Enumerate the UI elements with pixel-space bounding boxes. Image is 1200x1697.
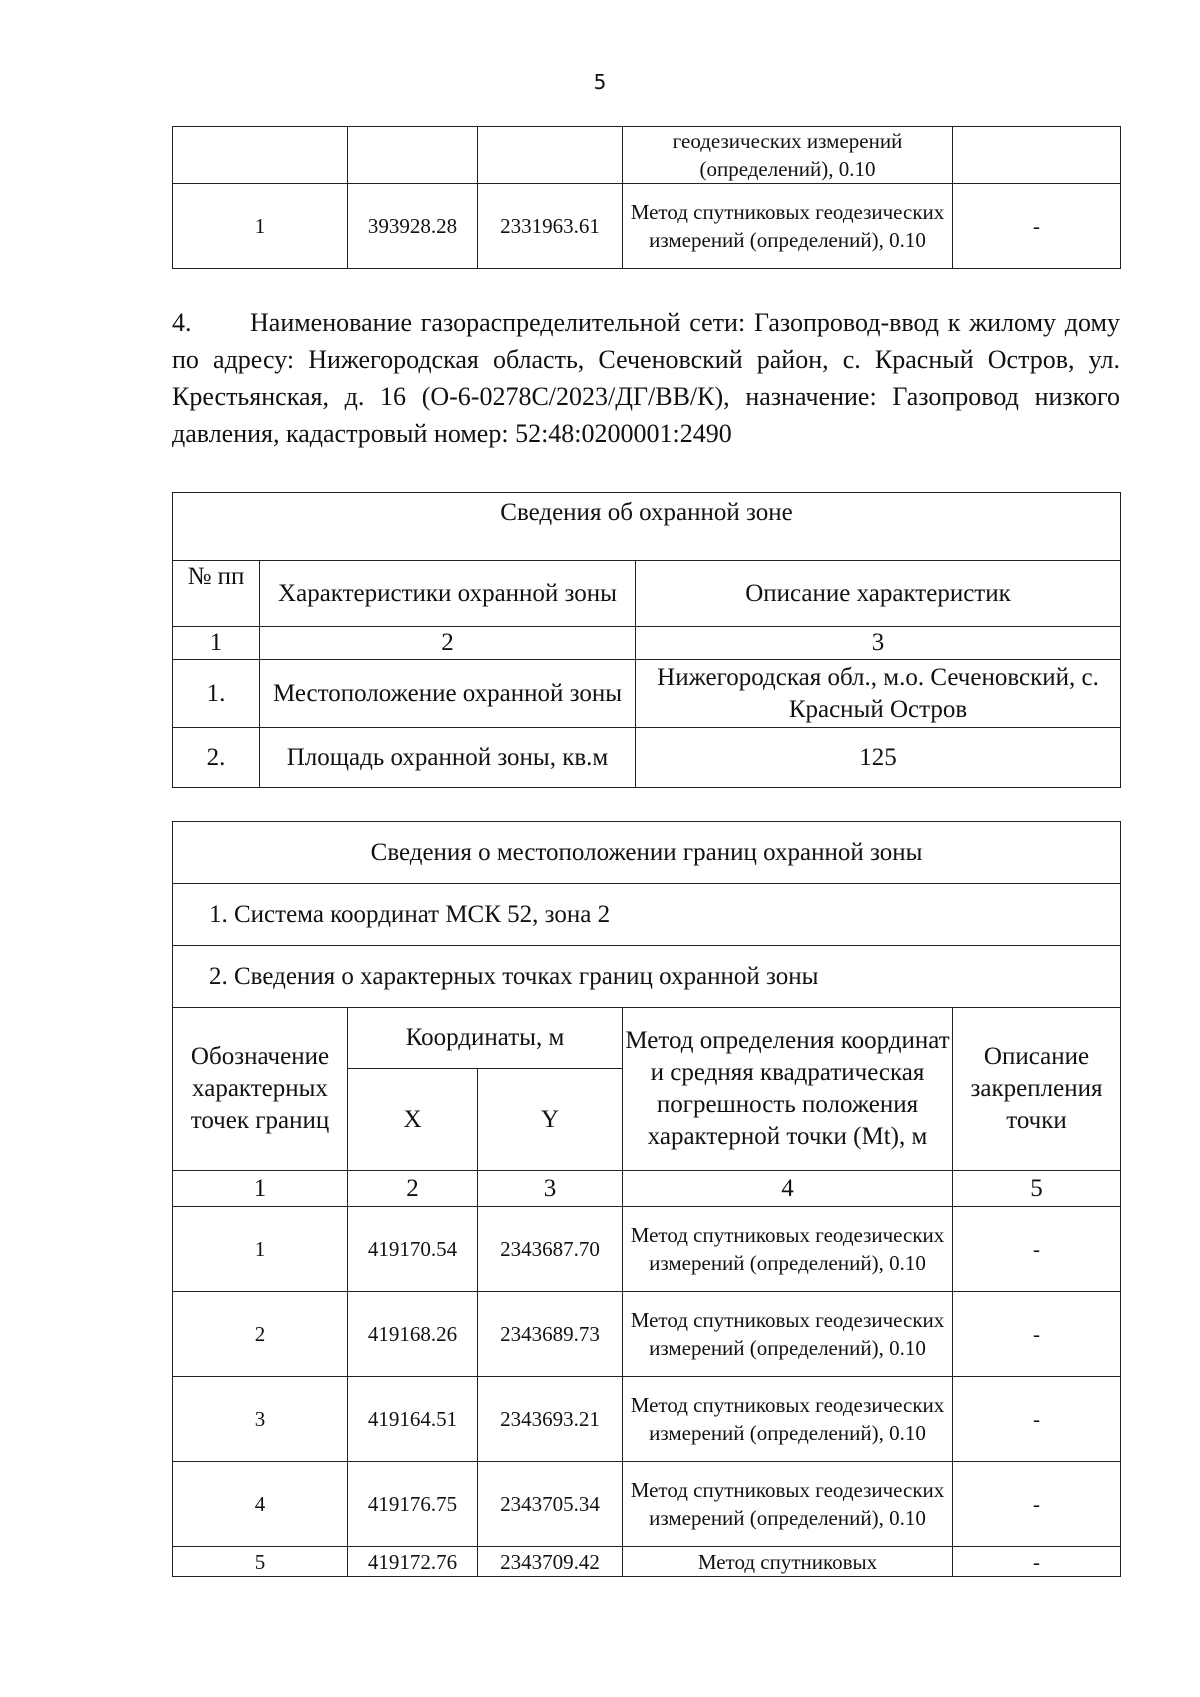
header-y: Y <box>478 1069 623 1171</box>
cell <box>953 127 1121 184</box>
cell: - <box>953 1292 1121 1377</box>
cell: - <box>953 1462 1121 1547</box>
cell: Местоположение охранной зоны <box>260 660 636 728</box>
table-row <box>173 822 1121 884</box>
boundary-points <box>173 1207 1121 1577</box>
header-point: Обозначение характерных точек границ <box>173 1008 348 1171</box>
header-x: X <box>348 1069 478 1171</box>
points-info-line: 2. Сведения о характерных точках границ охранной зоны <box>173 946 1121 1008</box>
table-row <box>173 1462 1121 1547</box>
table-row <box>173 660 1121 728</box>
table-row <box>173 127 1121 184</box>
table-row <box>173 184 1121 269</box>
column-number: 3 <box>636 627 1121 660</box>
cell: 419176.75 <box>348 1462 478 1547</box>
table-row <box>173 946 1121 1008</box>
column-number: 5 <box>953 1171 1121 1207</box>
section-4-paragraph <box>172 304 1120 452</box>
column-number: 2 <box>260 627 636 660</box>
cell: 3 <box>173 1377 348 1462</box>
cell: 419168.26 <box>348 1292 478 1377</box>
boundary-table <box>172 821 1121 1577</box>
cell: 2343705.34 <box>478 1462 623 1547</box>
cell: Метод спутниковых геодезических измерений (определений), 0.10 <box>623 184 953 269</box>
cell: Метод спутниковых геодезических измерений (определений), 0.10 <box>623 1377 953 1462</box>
cell: 2343693.21 <box>478 1377 623 1462</box>
cell: 1 <box>173 184 348 269</box>
section-text: Наименование газораспределительной сети: Газопровод-ввод к жилому дому по адресу: Нижегородская область, Сеченовский район, с. Красный Остров, ул. Крестьянская, д. 16 (О-6-0278С/2023/ДГ/ВВ/К), назначение: Газопровод низкого давления, кадастровый номер: 52:48:0200001:2490 <box>172 308 1120 448</box>
column-number: 2 <box>348 1171 478 1207</box>
cell: Метод спутниковых геодезических измерений (определений), 0.10 <box>623 1207 953 1292</box>
section-number: 4. <box>172 308 192 337</box>
column-number: 1 <box>173 627 260 660</box>
cell: 419172.76 <box>348 1547 478 1577</box>
cell <box>348 127 478 184</box>
cell: 4 <box>173 1462 348 1547</box>
cell: 2343709.42 <box>478 1547 623 1577</box>
cell: 393928.28 <box>348 184 478 269</box>
column-number: 4 <box>623 1171 953 1207</box>
header-description: Описание закрепления точки <box>953 1008 1121 1171</box>
cell: геодезических измерений (определений), 0.10 <box>623 127 953 184</box>
top-coordinates-table <box>172 126 1121 269</box>
cell: Нижегородская обл., м.о. Сеченовский, с. Красный Остров <box>636 660 1121 728</box>
table-row <box>173 1008 1121 1069</box>
table-row <box>173 1171 1121 1207</box>
cell: - <box>953 1377 1121 1462</box>
cell: 2331963.61 <box>478 184 623 269</box>
cell: - <box>953 1207 1121 1292</box>
cell: 2 <box>173 1292 348 1377</box>
cell <box>478 127 623 184</box>
header-method: Метод определения координат и средняя квадратическая погрешность положения характерной точки (Mt), м <box>623 1008 953 1171</box>
zone-info-table <box>172 492 1121 788</box>
column-number: 3 <box>478 1171 623 1207</box>
zone-table-title: Сведения об охранной зоне <box>173 493 1121 561</box>
header-cell: Характеристики охранной зоны <box>260 561 636 627</box>
cell: - <box>953 1547 1121 1577</box>
cell: - <box>953 184 1121 269</box>
cell: 2343687.70 <box>478 1207 623 1292</box>
cell: 2343689.73 <box>478 1292 623 1377</box>
page-number: 5 <box>593 70 607 94</box>
cell: Метод спутниковых <box>623 1547 953 1577</box>
cell: 125 <box>636 728 1121 788</box>
cell: Площадь охранной зоны, кв.м <box>260 728 636 788</box>
boundary-table-title: Сведения о местоположении границ охранной зоны <box>173 822 1121 884</box>
table-row <box>173 884 1121 946</box>
cell: 419164.51 <box>348 1377 478 1462</box>
table-row <box>173 561 1121 627</box>
column-number: 1 <box>173 1171 348 1207</box>
table-row <box>173 1207 1121 1292</box>
cell: 1 <box>173 1207 348 1292</box>
header-cell: Описание характеристик <box>636 561 1121 627</box>
cell: 5 <box>173 1547 348 1577</box>
cell: Метод спутниковых геодезических измерений (определений), 0.10 <box>623 1292 953 1377</box>
cell <box>173 127 348 184</box>
table-row <box>173 1547 1121 1577</box>
cell: 419170.54 <box>348 1207 478 1292</box>
table-row <box>173 1377 1121 1462</box>
cell: Метод спутниковых геодезических измерений (определений), 0.10 <box>623 1462 953 1547</box>
table-row <box>173 627 1121 660</box>
cell: 1. <box>173 660 260 728</box>
table-row <box>173 493 1121 561</box>
header-cell: № пп <box>173 561 260 627</box>
table-row <box>173 1292 1121 1377</box>
table-row <box>173 728 1121 788</box>
coordinate-system-line: 1. Система координат МСК 52, зона 2 <box>173 884 1121 946</box>
cell: 2. <box>173 728 260 788</box>
header-coordinates: Координаты, м <box>348 1008 623 1069</box>
